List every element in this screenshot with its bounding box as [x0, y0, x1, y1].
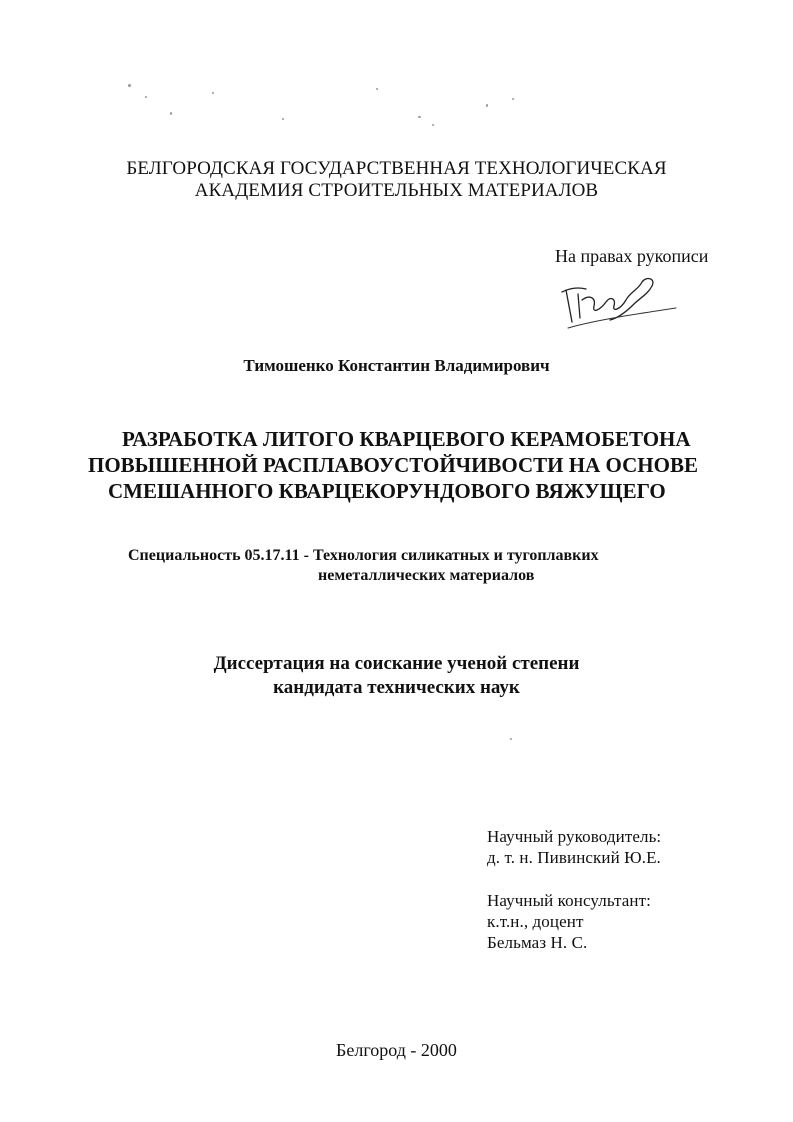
scan-speck — [512, 98, 514, 100]
specialty-line-2: неметаллических материалов — [318, 567, 535, 584]
consultant-name: Бельмаз Н. С. — [487, 933, 588, 952]
dissertation-degree — [0, 652, 793, 700]
specialty-line-1: Специальность 05.17.11 - Технология силикатных и тугоплавких — [128, 547, 599, 564]
institution-line-1: БЕЛГОРОДСКАЯ ГОСУДАРСТВЕННАЯ ТЕХНОЛОГИЧЕСКАЯ — [126, 158, 667, 179]
supervisor-name: д. т. н. Пивинский Ю.Е. — [487, 848, 661, 867]
title-line-1: РАЗРАБОТКА ЛИТОГО КВАРЦЕВОГО КЕРАМОБЕТОНА — [122, 427, 691, 451]
handwritten-signature — [556, 270, 686, 332]
scan-speck — [128, 84, 131, 87]
degree-line-1: Диссертация на соискание ученой степени — [213, 653, 580, 674]
scan-speck — [432, 124, 434, 126]
scan-speck — [282, 118, 284, 120]
scan-speck — [170, 112, 172, 115]
scan-speck — [510, 738, 512, 740]
consultant-label: Научный консультант: — [487, 891, 651, 910]
scan-speck — [376, 88, 378, 90]
supervisor-label: Научный руководитель: — [487, 827, 662, 846]
title-line-2: ПОВЫШЕННОЙ РАСПЛАВОУСТОЙЧИВОСТИ НА ОСНОВЕ — [88, 453, 698, 477]
advisors-block — [487, 826, 661, 953]
institution-heading — [0, 158, 793, 202]
title-line-3: СМЕШАННОГО КВАРЦЕКОРУНДОВОГО ВЯЖУЩЕГО — [108, 479, 666, 503]
scan-speck — [212, 92, 214, 94]
institution-line-2: АКАДЕМИЯ СТРОИТЕЛЬНЫХ МАТЕРИАЛОВ — [194, 180, 599, 201]
degree-line-2: кандидата технических наук — [273, 677, 520, 698]
author-name: Тимошенко Константин Владимирович — [243, 356, 550, 375]
scan-speck — [486, 104, 488, 107]
scan-speck — [418, 116, 421, 118]
consultant-degree: к.т.н., доцент — [487, 912, 584, 931]
manuscript-rights-note: На правах рукописи — [555, 246, 709, 266]
scan-speck — [145, 96, 147, 98]
city-year: Белгород - 2000 — [336, 1040, 457, 1060]
